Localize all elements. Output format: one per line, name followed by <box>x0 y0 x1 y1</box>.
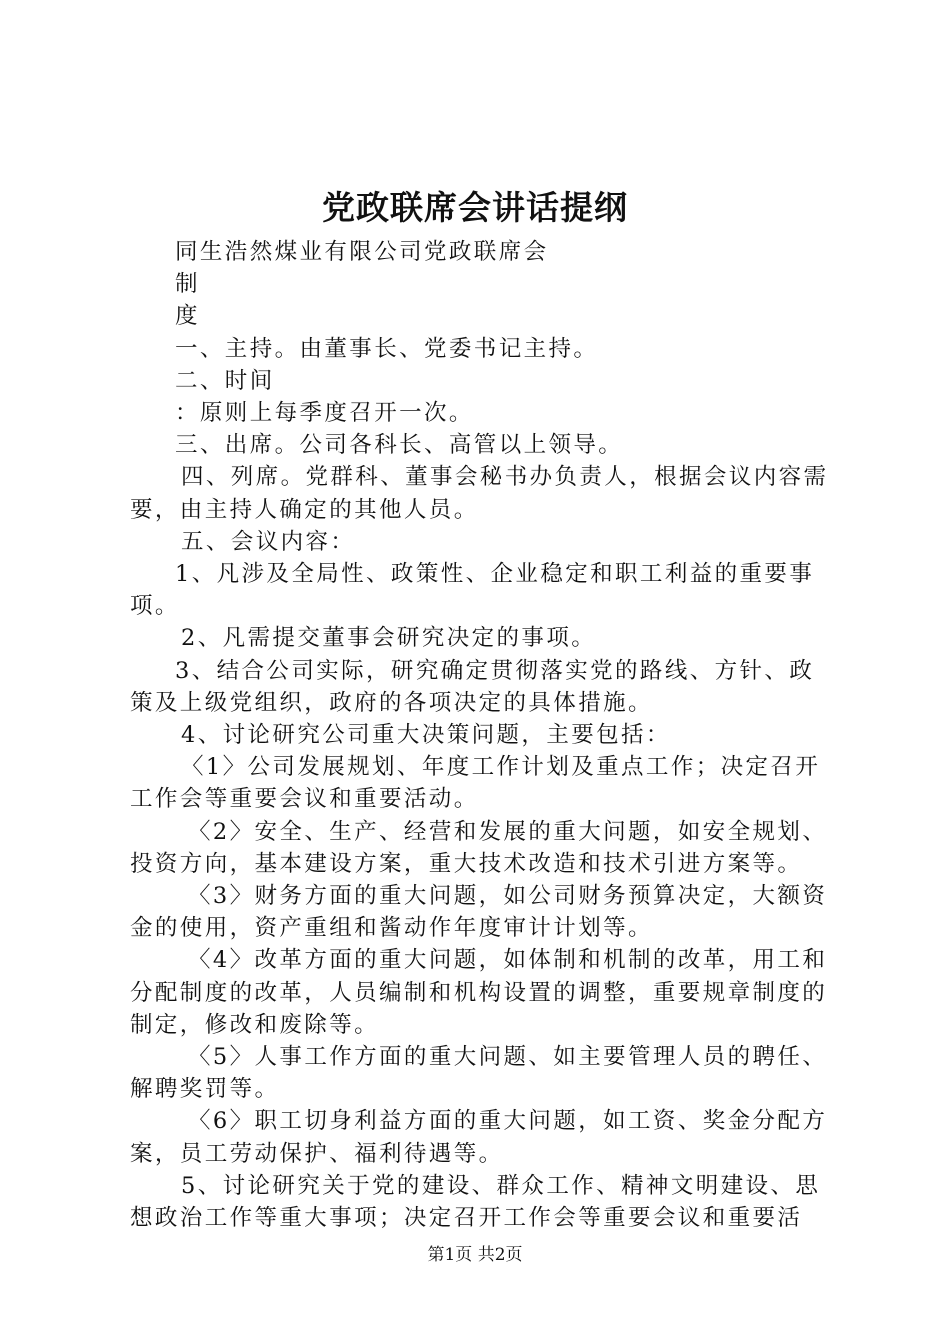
document-title: 党政联席会讲话提纲 <box>322 188 628 227</box>
paragraph-du: 度 <box>175 303 200 330</box>
paragraph-host: 一、主持。由董事长、党委书记主持。 <box>175 335 599 362</box>
paragraph-sub-5: 〈5〉人事工作方面的重大问题、如主要管理人员的聘任、解聘奖罚等。 <box>130 1044 828 1103</box>
page-footer: 第1页 共2页 <box>427 1245 523 1265</box>
document-body <box>130 236 830 1234</box>
paragraph-company-name: 同生浩然煤业有限公司党政联席会 <box>175 239 549 265</box>
paragraph-time-detail: ：原则上每季度召开一次。 <box>175 400 474 427</box>
paragraph-sub-1: 〈1〉公司发展规划、年度工作计划及重点工作；决定召开工作会等重要会议和重要活动。 <box>130 754 821 813</box>
paragraph-attendance: 三、出席。公司各科长、高管以上领导。 <box>175 432 624 459</box>
paragraph-item-1: 1、凡涉及全局性、政策性、企业稳定和职工利益的重要事项。 <box>130 561 815 620</box>
paragraph-observers: 四、列席。党群科、董事会秘书办负责人，根据会议内容需要，由主持人确定的其他人员。 <box>130 464 829 523</box>
paragraph-item-4: 4、讨论研究公司重大决策问题，主要包括： <box>181 722 671 749</box>
paragraph-sub-2: 〈2〉安全、生产、经营和发展的重大问题，如安全规划、投资方向，基本建设方案，重大技术改造和技术引进方案等。 <box>130 818 828 877</box>
paragraph-time-heading: 二、时间 <box>175 367 275 394</box>
paragraph-item-5: 5、讨论研究关于党的建设、群众工作、精神文明建设、思想政治工作等重大事项；决定召开工作会等重要会议和重要活 <box>130 1172 821 1232</box>
paragraph-item-2: 2、凡需提交董事会研究决定的事项。 <box>181 625 597 652</box>
paragraph-sub-4: 〈4〉改革方面的重大问题，如体制和机制的改革，用工和分配制度的改革，人员编制和机构设置的调整，重要规章制度的制定，修改和废除等。 <box>130 947 828 1038</box>
paragraph-zhi: 制 <box>175 271 200 298</box>
paragraph-item-3: 3、结合公司实际，研究确定贯彻落实党的路线、方针、政策及上级党组织，政府的各项决定的具体措施。 <box>130 657 815 716</box>
paragraph-meeting-content: 五、会议内容： <box>181 528 356 555</box>
paragraph-sub-3: 〈3〉财务方面的重大问题，如公司财务预算决定，大额资金的使用，资产重组和酱动作年度审计计划等。 <box>130 883 828 942</box>
paragraph-sub-6: 〈6〉职工切身利益方面的重大问题，如工资、奖金分配方案，员工劳动保护、福利待遇等。 <box>130 1108 828 1167</box>
